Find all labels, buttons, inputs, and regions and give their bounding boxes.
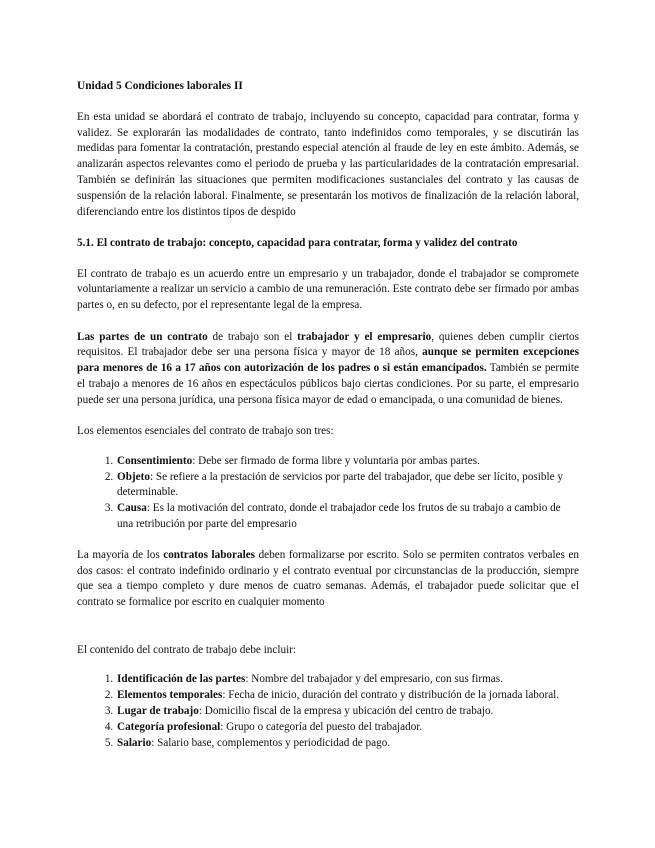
elements-intro: Los elementos esenciales del contrato de trabajo son tres: [77,425,334,438]
form-term: contratos laborales [163,548,256,561]
definition-paragraph: El contrato de trabajo es un acuerdo entre un empresario y un trabajador, donde el trabajador se compromete voluntariamente a realizar un servicio a cambio de una remuneración. Este contrato debe ser firmado por ambas partes o, en su defecto, por el representante legal de la empresa. [77,267,579,312]
parties-worker-employer: trabajador y el empresario [297,330,432,343]
list-item-term: Identificación de las partes [117,673,246,686]
list-item [116,672,579,688]
list-item-term: Salario [117,736,152,749]
list-item-desc: : Domicilio fiscal de la empresa y ubicación del centro de trabajo. [198,704,494,717]
page-title: Unidad 5 Condiciones laborales II [77,80,243,92]
list-item [116,688,579,704]
list-item-desc: : Es la motivación del contrato, donde el trabajador cede los frutos de su trabajo a cambio de una retribución por parte del empresario [117,502,561,531]
list-item [116,470,579,502]
list-item [116,501,579,533]
list-item-desc: : Nombre del trabajador y del empresario, con sus firmas. [245,673,503,686]
parties-exceptions: aunque se permiten excepciones para menores de 16 a 17 años con autorización de los padres o si están emancipados. [77,346,579,375]
list-item-desc: : Salario base, complementos y periodicidad de pago. [151,736,391,749]
list-item-term: Elementos temporales [117,689,223,702]
list-item [116,736,579,752]
list-item [116,704,579,720]
content-list [77,672,579,751]
list-item-term: Categoría profesional [117,720,221,733]
parties-paragraph [77,330,579,409]
list-item-term: Objeto [117,470,150,483]
list-item-desc: : Grupo o categoría del puesto del trabajador. [220,720,423,733]
parties-text-2: , quienes deben cumplir ciertos requisitos. El trabajador debe ser una persona física y mayor de 18 años, [77,330,579,359]
list-item-term: Consentimiento [117,454,193,467]
elements-list [77,454,579,533]
list-item [116,720,579,736]
intro-paragraph: En esta unidad se abordará el contrato de trabajo, incluyendo su concepto, capacidad para contratar, forma y validez. Se explorarán las modalidades de contrato, tanto indefinidos como temporales, y se discutirán las medidas para fomentar la contratación, prestando especial atención al fraude de ley en este ámbito. Además, se analizarán aspectos relevantes como el periodo de prueba y las particularidades de la contratación empresarial. También se definirán las situaciones que permiten modificaciones sustanciales del contrato y las causas de suspensión de la relación laboral. Finalmente, se presentarán los motivos de finalización de la relación laboral, diferenciando entre los distintos tipos de despido [77,110,579,218]
parties-text-3: También se permite el trabajo a menores de 16 años en espectáculos públicos bajo ciertas condiciones. Por su parte, el empresario puede ser una persona jurídica, una persona física mayor de edad o emancipada, o una comunidad de bienes. [77,362,579,406]
list-item-term: Causa [117,502,147,515]
section-heading: 5.1. El contrato de trabajo: concepto, capacidad para contratar, forma y validez del contrato [77,236,518,249]
list-item [116,454,579,470]
list-item-desc: : Debe ser firmado de forma libre y voluntaria por ambas partes. [192,454,480,467]
list-item-desc: : Se refiere a la prestación de servicios por parte del trabajador, que debe ser lícito, posible y determinable. [117,470,563,499]
parties-text-1: de trabajo son el [207,330,298,343]
parties-term: Las partes de un contrato [77,330,208,343]
list-item-desc: : Fecha de inicio, duración del contrato y distribución de la jornada laboral. [222,689,560,702]
form-text-1: La mayoría de los [77,548,164,561]
content-intro: El contenido del contrato de trabajo debe incluir: [77,643,297,656]
form-text-2: deben formalizarse por escrito. Solo se permiten contratos verbales en dos casos: el contrato indefinido ordinario y el contrato eventual por circunstancias de la producción, siempre que sea a tiempo completo y dure menos de cuatro semanas. Además, el trabajador puede solicitar que el contrato se formalice por escrito en cualquier momento [77,548,580,609]
form-paragraph [77,548,579,611]
list-item-term: Lugar de trabajo [117,704,199,717]
